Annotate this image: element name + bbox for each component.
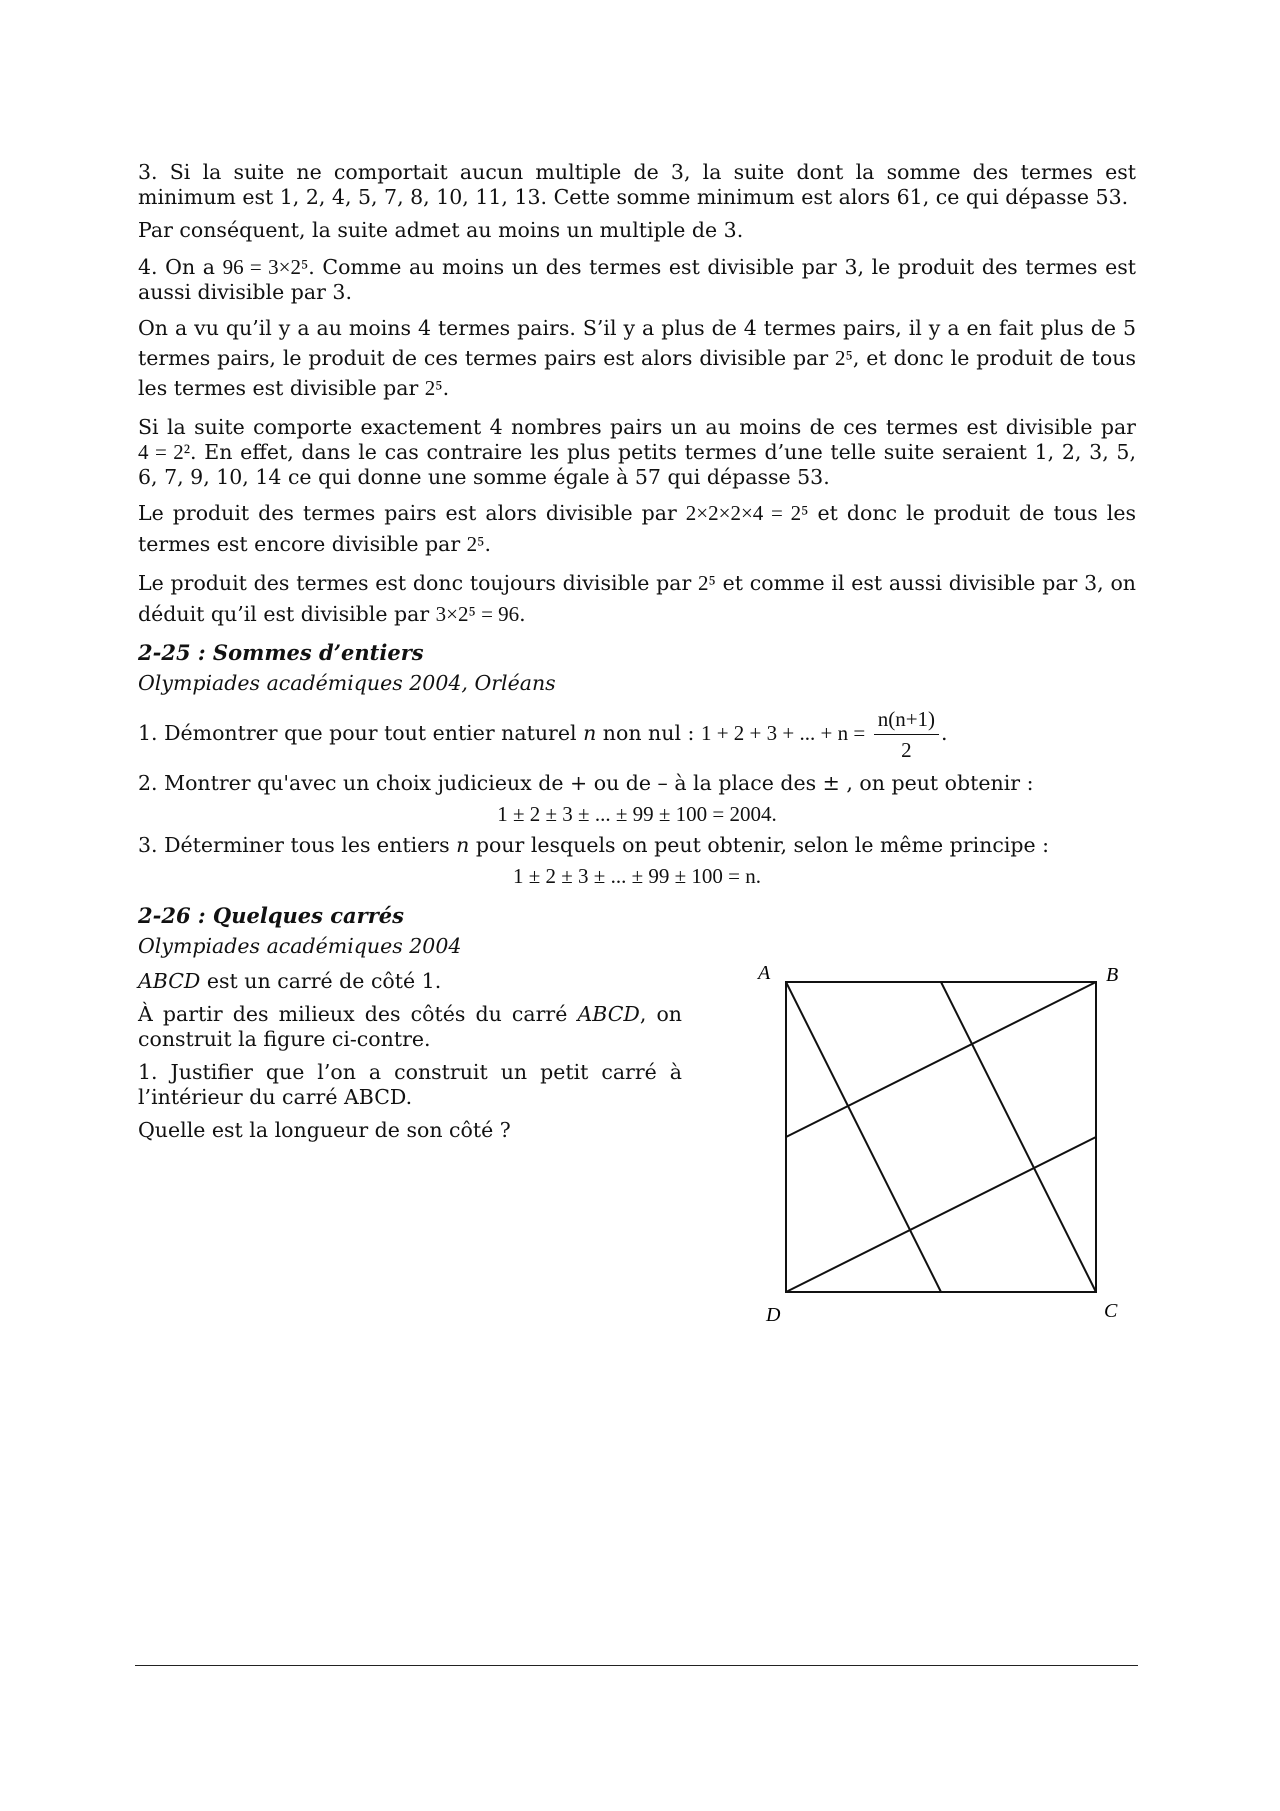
vertex-label-d: D xyxy=(766,1304,781,1325)
exercise-25-equation-n: 1 ± 2 ± 3 ± ... ± 99 ± 100 = n. xyxy=(513,864,761,888)
section4-para5: Le produit des termes est donc toujours divisible par 2⁵ et comme il est aussi divisible par 3, on déduit qu’il est divisible par 3×2⁵ = 96. xyxy=(138,571,1136,626)
section4-para3: Si la suite comporte exactement 4 nombres pairs un au moins de ces termes est divisible par 4 = 2². En effet, dans le cas contraire les plus petits termes d’une telle suite seraient 1, 2, 3, 5, 6, 7, 9, 10, 14 ce qui donne une somme égale à 57 qui dépasse 53. xyxy=(138,415,1136,489)
exercise-26-line-3: 1. Justifier que l’on a construit un petit carré à l’intérieur du carré ABCD. xyxy=(138,1060,682,1109)
segment-b-to-ad-midpoint xyxy=(786,982,1096,1137)
vertex-label-a: A xyxy=(758,965,771,984)
exercise-26-line-1: ABCD est un carré de côté 1. xyxy=(138,969,442,993)
exercise-25-heading: 2-25 : Sommes d’entiers xyxy=(138,640,424,665)
exercise-25-question-1: 1. Démontrer que pour tout entier naturel n non nul : 1 + 2 + 3 + ... + n = $\frac{n(n+1)}{2}$ . xyxy=(138,704,1136,765)
exercise-26-line-2: À partir des milieux des côtés du carré ABCD, on construit la figure ci-contre. xyxy=(138,1002,682,1051)
exercise-26-line-4: Quelle est la longueur de son côté ? xyxy=(138,1118,511,1142)
segment-a-to-dc-midpoint xyxy=(786,982,941,1292)
exercise-25-equation-2004: 1 ± 2 ± 3 ± ... ± 99 ± 100 = 2004. xyxy=(497,802,777,826)
section3-para2: Par conséquent, la suite admet au moins un multiple de 3. xyxy=(138,218,744,242)
page-content xyxy=(138,160,1136,1325)
section4-para1: 4. On a 96 = 3×2⁵. Comme au moins un des termes est divisible par 3, le produit des termes est aussi divisible par 3. xyxy=(138,255,1136,304)
section4-para2: On a vu qu’il y a au moins 4 termes pairs. S’il y a plus de 4 termes pairs, il y a en fait plus de 5 termes pairs, le produit de ces termes pairs est alors divisible par 2⁵, et donc le produit de tous les termes est divisible par 2⁵. xyxy=(138,316,1136,400)
exercise-26-text xyxy=(138,969,682,1325)
segment-ab-midpoint-to-c xyxy=(941,982,1096,1292)
fraction: $\frac{n(n+1)}{2}$ xyxy=(874,704,939,765)
footer-rule xyxy=(135,1665,1138,1666)
segment-bc-midpoint-to-d xyxy=(786,1137,1096,1292)
square-abcd xyxy=(786,982,1096,1292)
section3-para1: 3. Si la suite ne comportait aucun multiple de 3, la suite dont la somme des termes est minimum est 1, 2, 4, 5, 7, 8, 10, 11, 13. Cette somme minimum est alors 61, ce qui dépasse 53. xyxy=(138,160,1136,209)
square-figure xyxy=(716,965,1136,1325)
exercise-25-question-2: 2. Montrer qu'avec un choix judicieux de + ou de – à la place des ± , on peut obtenir : xyxy=(138,771,1034,795)
section4-para4: Le produit des termes pairs est alors divisible par 2×2×2×4 = 2⁵ et donc le produit de tous les termes est encore divisible par 2⁵. xyxy=(138,501,1136,556)
exercise-26-heading: 2-26 : Quelques carrés xyxy=(138,903,404,928)
vertex-label-c: C xyxy=(1104,1300,1118,1322)
exercise-25-question-3: 3. Déterminer tous les entiers n pour lesquels on peut obtenir, selon le même principe : xyxy=(138,833,1050,857)
exercise-26-body xyxy=(138,965,1136,1325)
vertex-label-b: B xyxy=(1106,965,1119,986)
exercise-26-source: Olympiades académiques 2004 xyxy=(138,934,462,958)
exercise-25-source: Olympiades académiques 2004, Orléans xyxy=(138,671,556,695)
